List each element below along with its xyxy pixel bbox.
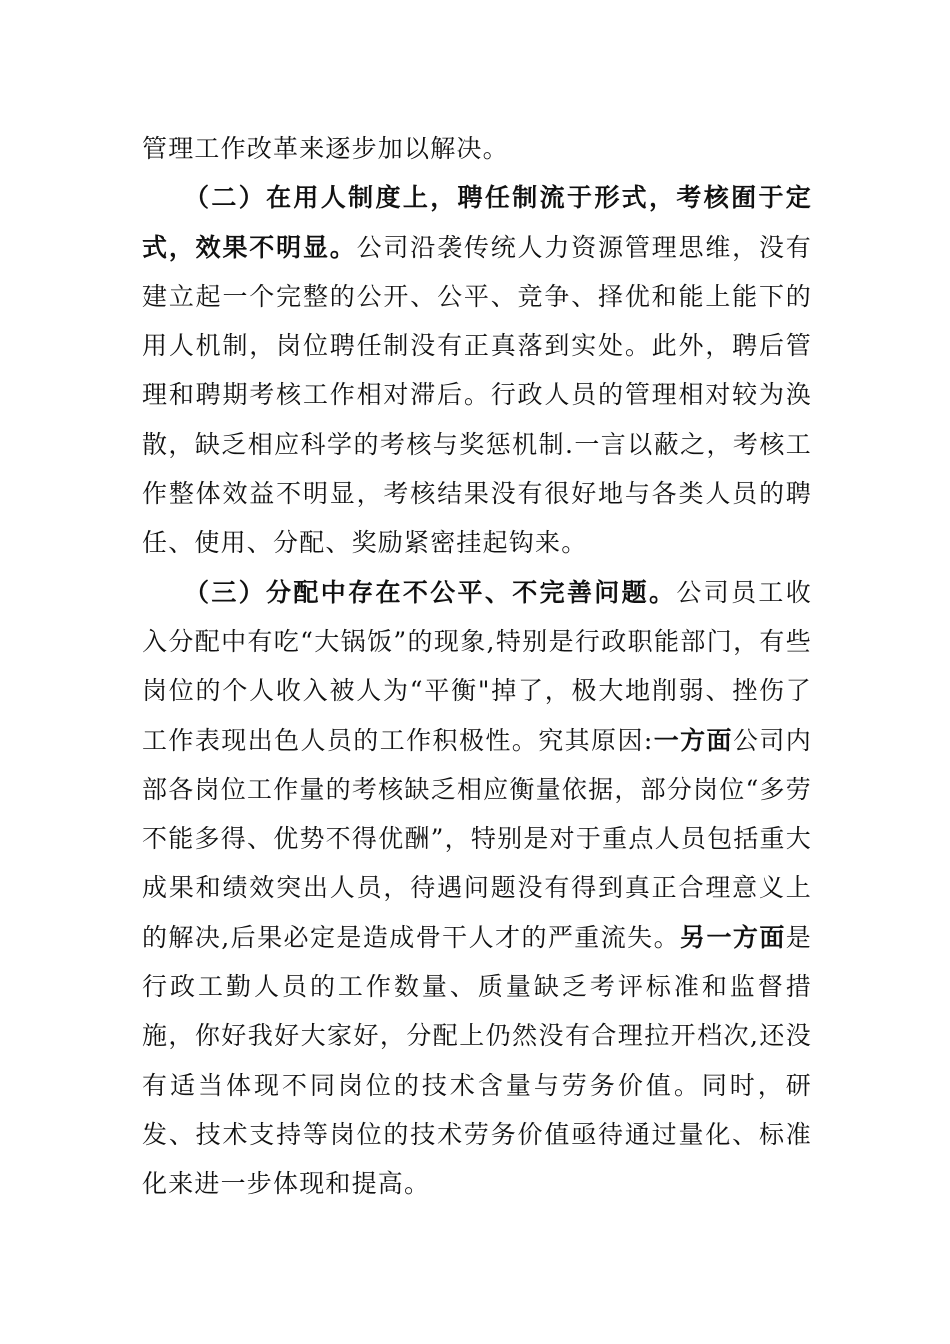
paragraph-3 — [142, 568, 812, 1209]
section-3-heading: （三）分配中存在不公平、不完善问题。 — [184, 577, 677, 607]
paragraph-3-body-3: 是行政工勤人员的工作数量、质量缺乏考评标准和监督措施，你好我好大家好，分配上仍然没有合理拉开档次,还没有适当体现不同岗位的技术含量与劳务价值。同时，研发、技术支持等岗位的技术劳务价值亟待通过量化、标准化来进一步体现和提高。 — [142, 922, 812, 1199]
paragraph-3-body-1: 公司员工收入分配中有吃“大锅饭”的现象,特别是行政职能部门，有些岗位的个人收入被人为“平衡"掉了，极大地削弱、挫伤了工作表现出色人员的工作积极性。究其原因: — [142, 577, 812, 755]
emphasis-other-side: 另一方面 — [680, 922, 786, 952]
paragraph-2 — [142, 173, 812, 567]
section-2-heading: （二）在用人制度上，聘任制流于形式，考核囿于定式，效果不明显。 — [142, 183, 812, 262]
paragraph-3-body-2: 公司内部各岗位工作量的考核缺乏相应衡量依据，部分岗位“多劳不能多得、优势不得优酬”，特别是对于重点人员包括重大成果和绩效突出人员，待遇问题没有得到真正合理意义上的解决,后果必定是造成骨干人才的严重流失。 — [142, 725, 812, 952]
emphasis-one-side: 一方面 — [653, 725, 733, 755]
paragraph-2-body: 公司沿袭传统人力资源管理思维，没有建立起一个完整的公开、公平、竞争、择优和能上能下的用人机制，岗位聘任制没有正真落到实处。此外，聘后管理和聘期考核工作相对滞后。行政人员的管理相对较为涣散，缺乏相应科学的考核与奖惩机制.一言以蔽之，考核工作整体效益不明显，考核结果没有很好地与各类人员的聘任、使用、分配、奖励紧密挂起钩来。 — [142, 232, 813, 558]
paragraph-1-text: 管理工作改革来逐步加以解决。 — [142, 134, 509, 163]
document-body — [142, 124, 812, 1209]
paragraph-1 — [142, 124, 812, 173]
